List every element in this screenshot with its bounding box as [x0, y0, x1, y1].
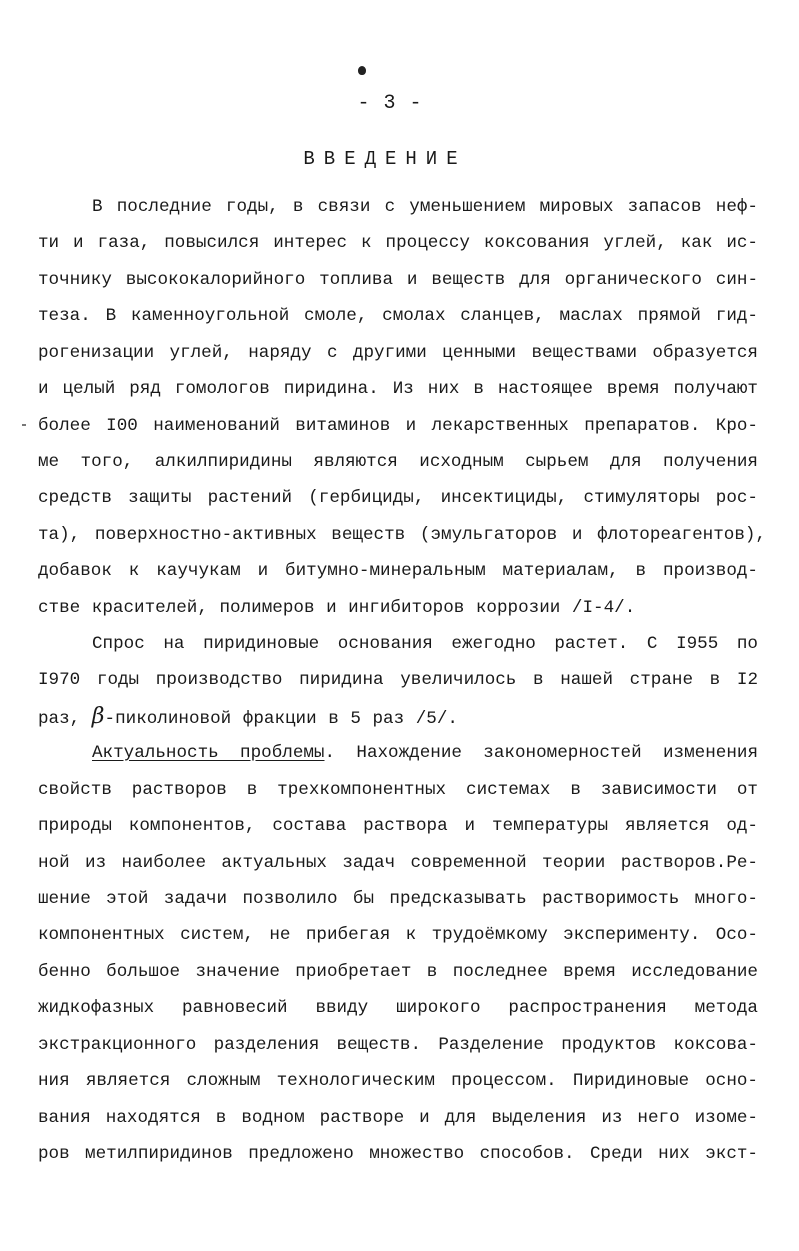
- text-line: рогенизации углей, наряду с другими ценными веществами образуется: [38, 343, 758, 363]
- text-line: точнику высококалорийного топлива и веществ для органического син-: [38, 270, 758, 290]
- text-line: [38, 700, 758, 734]
- section-heading-underlined: Актуальность проблемы: [92, 743, 325, 763]
- text-fragment: . Нахождение закономерностей изменения: [324, 743, 759, 763]
- text-line: теза. В каменноугольной смоле, смолах сланцев, маслах прямой гид-: [38, 306, 758, 326]
- text-line: добавок к каучукам и битумно-минеральным материалам, в производ-: [38, 561, 758, 581]
- text-line: ния является сложным технологическим процессом. Пиридиновые осно-: [38, 1071, 758, 1091]
- section-title: ВВЕДЕНИЕ: [303, 148, 467, 170]
- text-line: шение этой задачи позволило бы предсказывать растворимость много-: [38, 889, 758, 909]
- text-line: средств защиты растений (гербициды, инсектициды, стимуляторы рос-: [38, 488, 758, 508]
- text-line: природы компонентов, состава раствора и температуры является од-: [38, 816, 758, 836]
- text-line: компонентных систем, не прибегая к трудоёмкому эксперименту. Осо-: [38, 925, 758, 945]
- page-number: - 3 -: [357, 92, 423, 115]
- text-line: свойств растворов в трехкомпонентных системах в зависимости от: [38, 780, 758, 800]
- text-fragment: -пиколиновой фракции в 5 раз /5/.: [104, 709, 458, 729]
- text-fragment: раз,: [38, 709, 92, 729]
- text-line: ров метилпиридинов предложено множество способов. Среди них экст-: [38, 1144, 758, 1164]
- text-line: более I00 наименований витаминов и лекарственных препаратов. Кро-: [38, 416, 758, 436]
- text-line: ти и газа, повысился интерес к процессу коксования углей, как ис-: [38, 233, 758, 253]
- text-line: ме того, алкилпиридины являются исходным сырьем для получения: [38, 452, 758, 472]
- text-line: Спрос на пиридиновые основания ежегодно растет. С I955 по: [92, 634, 758, 654]
- text-line: вания находятся в водном растворе и для выделения из него изоме-: [38, 1108, 758, 1128]
- text-line: В последние годы, в связи с уменьшением мировых запасов неф-: [92, 197, 758, 217]
- text-line: бенно большое значение приобретает в последнее время исследование: [38, 962, 758, 982]
- beta-symbol: β: [91, 704, 105, 729]
- margin-tick: [22, 424, 26, 426]
- text-line: стве красителей, полимеров и ингибиторов коррозии /I-4/.: [38, 598, 636, 618]
- text-line: та), поверхностно-активных веществ (эмульгаторов и флотореагентов),: [38, 525, 766, 545]
- text-line: I970 годы производство пиридина увеличилось в нашей стране в I2: [38, 670, 758, 690]
- text-line: и целый ряд гомологов пиридина. Из них в настоящее время получают: [38, 379, 758, 399]
- text-line: [92, 736, 758, 770]
- text-line: жидкофазных равновесий ввиду широкого распространения метода: [38, 998, 758, 1018]
- ink-mark: [358, 66, 366, 75]
- text-line: экстракционного разделения веществ. Разделение продуктов коксова-: [38, 1035, 758, 1055]
- text-line: ной из наиболее актуальных задач современной теории растворов.Ре-: [38, 853, 758, 873]
